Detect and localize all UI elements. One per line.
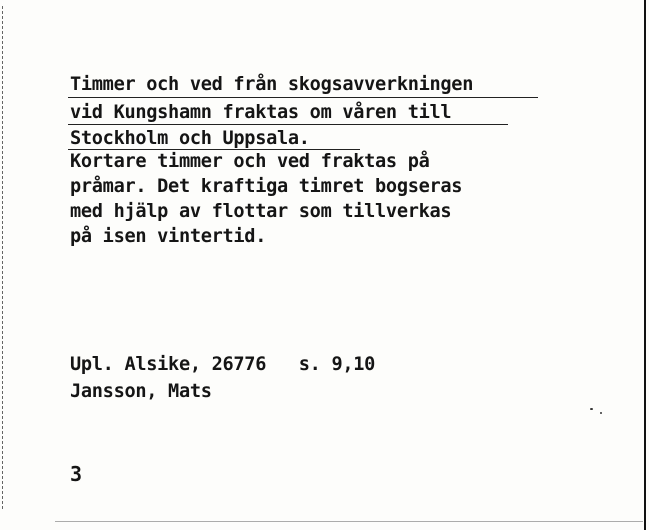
ink-speck	[600, 412, 602, 414]
card-right-edge	[644, 0, 646, 530]
text-line-5: pråmar. Det kraftiga timret bogseras	[70, 176, 463, 197]
text-line-6: med hjälp av flottar som tillverkas	[70, 201, 452, 222]
text-line-4: Kortare timmer och ved fraktas på	[70, 151, 430, 172]
text-line-3: Stockholm och Uppsala.	[70, 128, 310, 149]
card-left-edge	[2, 6, 3, 511]
informant-name: Jansson, Mats	[70, 381, 212, 402]
underline-1	[68, 97, 538, 98]
archive-reference: Upl. Alsike, 26776 s. 9,10	[70, 354, 376, 375]
underline-2	[68, 124, 508, 125]
text-line-2: vid Kungshamn fraktas om våren till	[70, 102, 452, 123]
text-line-7: på isen vintertid.	[70, 226, 267, 247]
text-line-1: Timmer och ved från skogsavverkningen	[70, 74, 474, 95]
page-number: 3	[70, 462, 82, 486]
ink-speck	[590, 408, 593, 410]
underline-3	[68, 149, 360, 150]
card-bottom-edge	[55, 521, 643, 522]
